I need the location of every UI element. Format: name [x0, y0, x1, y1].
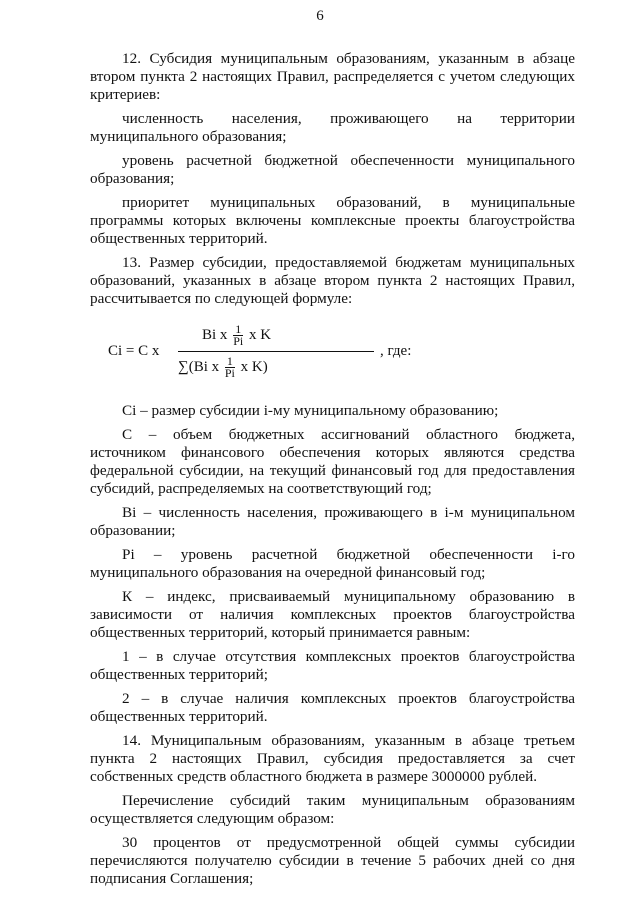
k-value-2: 2 – в случае наличия комплексных проектов благоустройства общественных территорий. [90, 690, 575, 725]
mini-denominator: Pi [233, 334, 244, 348]
numerator-part-a: Bi x [202, 326, 228, 343]
paragraph-13: 13. Размер субсидии, предоставляемой бюджетам муниципальных образований, указанных в абзаце втором пункта 2 настоящих Правил, рассчитывается по следующей формуле: [90, 254, 575, 307]
page-number: 6 [316, 8, 324, 24]
transfer-intro: Перечисление субсидий таким муниципальным образованиям осуществляется следующим образом: [90, 792, 575, 827]
denominator-part-a: ∑(Bi x [178, 358, 220, 375]
mini-numerator: 1 [233, 324, 243, 336]
mini-numerator-2: 1 [225, 356, 235, 368]
paragraph-12: 12. Субсидия муниципальным образованиям, указанным в абзаце втором пункта 2 настоящих Правил, распределяется с учетом следующих критериев: [90, 50, 575, 103]
definition-c: С – объем бюджетных ассигнований областного бюджета, источником финансового обеспечения которых являются средства федеральной субсидии, на текущий финансовый год для предоставления субсидий, распределяемых на соответствующий год; [90, 426, 575, 497]
criterion-population: численность населения, проживающего на территории муниципального образования; [90, 110, 575, 145]
definition-ci: Ci – размер субсидии i-му муниципальному образованию; [122, 402, 499, 419]
mini-denominator-2: Pi [224, 366, 235, 380]
paragraph-14: 14. Муниципальным образованиям, указанным в абзаце третьем пункта 2 настоящих Правил, субсидия предоставляется за счет собственных средств областного бюджета в размере 3000000 рублей. [90, 732, 575, 785]
formula-denominator [178, 356, 268, 379]
reciprocal-fraction-denominator [225, 356, 235, 379]
reciprocal-fraction [233, 324, 243, 347]
criterion-budget-level: уровень расчетной бюджетной обеспеченности муниципального образования; [90, 152, 575, 187]
criterion-priority: приоритет муниципальных образований, в муниципальные программы которых включены комплексные проекты благоустройства общественных территорий. [90, 194, 575, 247]
transfer-30-percent: 30 процентов от предусмотренной общей суммы субсидии перечисляются получателю субсидии в течение 5 рабочих дней со дня подписания Соглашения; [90, 834, 575, 887]
subsidy-formula [90, 316, 575, 390]
definition-k: К – индекс, присваиваемый муниципальному образованию в зависимости от наличия комплексных проектов благоустройства общественных территорий, который принимается равным: [90, 588, 575, 641]
definition-pi: Pi – уровень расчетной бюджетной обеспеченности i-го муниципального образования на очередной финансовый год; [90, 546, 575, 581]
formula-lhs: Ci = C x [108, 343, 160, 359]
formula-numerator [202, 324, 271, 347]
fraction-line [178, 351, 374, 352]
definition-bi: Bi – численность населения, проживающего в i-м муниципальном образовании; [90, 504, 575, 539]
document-body [90, 50, 575, 894]
numerator-part-b: x K [248, 326, 272, 343]
denominator-part-b: x K) [240, 358, 268, 375]
formula-suffix: , где: [380, 343, 412, 359]
k-value-1: 1 – в случае отсутствия комплексных проектов благоустройства общественных территорий; [90, 648, 575, 683]
